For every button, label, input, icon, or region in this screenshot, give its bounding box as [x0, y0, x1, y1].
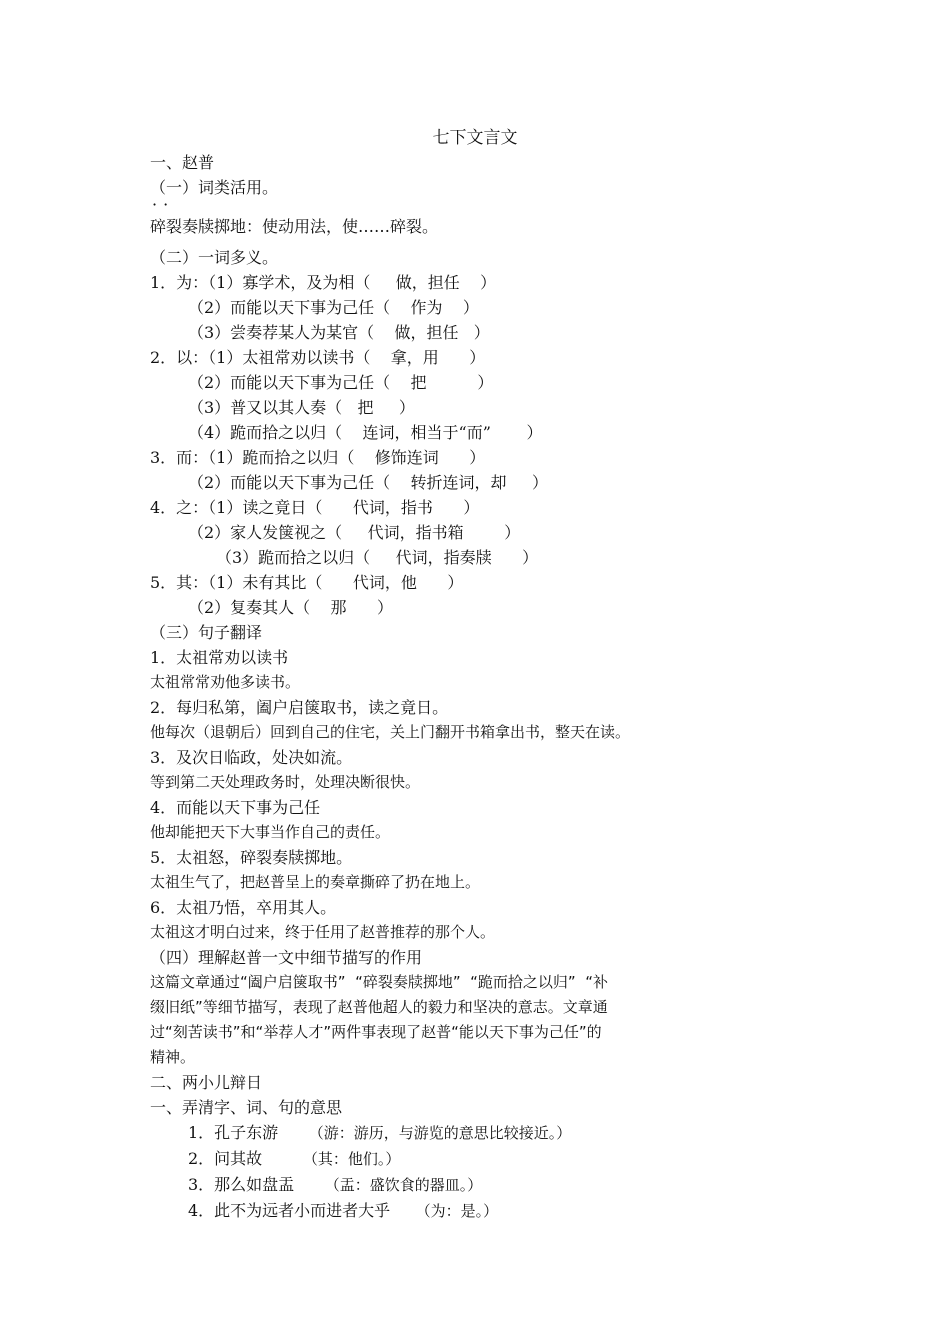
document-title: 七下文言文	[432, 128, 518, 148]
subsection-heading: （二）一词多义。	[150, 248, 279, 267]
translation-source: 6．太祖乃悟，卒用其人。	[150, 898, 337, 917]
section-heading: 二、两小儿辩日	[150, 1073, 263, 1092]
gloss-item	[150, 1198, 830, 1224]
polysemy-line: （4）跪而拾之以归（ 连词，相当于“而” ）	[188, 423, 543, 442]
gloss-note: （为：是。）	[415, 1202, 499, 1220]
gloss-note: （盂：盛饮食的器皿。）	[324, 1176, 483, 1194]
translation-source: 2．每归私第，阖户启箧取书，读之竟日。	[150, 698, 449, 717]
polysemy-line: 5．其：（1）未有其比（ 代词，他 ）	[150, 573, 464, 592]
polysemy-line: （2）而能以天下事为己任（ 作为 ）	[188, 298, 479, 317]
polysemy-line: 4．之：（1）读之竟日（ 代词，指书 ）	[150, 498, 480, 517]
translation-source: 4．而能以天下事为己任	[150, 798, 321, 817]
paragraph-line: 过“刻苦读书”和“举荐人才”两件事表现了赵普“能以天下事为己任”的	[150, 1023, 602, 1041]
polysemy-line: （3）跪而拾之以归（ 代词，指奏牍 ）	[216, 548, 539, 567]
section-heading: 一、赵普	[150, 153, 215, 172]
gloss-item	[150, 1146, 830, 1172]
polysemy-line: （2）而能以天下事为己任（ 把 ）	[188, 373, 494, 392]
polysemy-line: （2）而能以天下事为己任（ 转折连词，却 ）	[188, 473, 548, 492]
gloss-item	[150, 1120, 830, 1146]
paragraph-line: 精神。	[150, 1048, 196, 1066]
gloss-source: 3．那么如盘盂	[188, 1175, 295, 1194]
polysemy-line: （3）尝奏荐某人为某官（ 做，担任 ）	[188, 323, 490, 342]
gloss-note: （其：他们。）	[302, 1150, 401, 1168]
translation-text: 太祖生气了，把赵普呈上的奏章撕碎了扔在地上。	[150, 873, 481, 891]
document-body	[150, 150, 830, 1224]
translation-text: 他每次（退朝后）回到自己的住宅，关上门翻开书箱拿出书，整天在读。	[150, 723, 631, 741]
polysemy-line: （2）复奏其人（ 那 ）	[188, 598, 394, 617]
translation-source: 5．太祖怒，碎裂奏牍掷地。	[150, 848, 353, 867]
polysemy-line: 2．以：（1）太祖常劝以读书（ 拿，用 ）	[150, 348, 486, 367]
gloss-source: 2．问其故	[188, 1149, 263, 1168]
gloss-source: 1．孔子东游	[188, 1123, 279, 1142]
polysemy-line: （2）家人发箧视之（ 代词，指书箱 ）	[188, 523, 521, 542]
translation-source: 1．太祖常劝以读书	[150, 648, 289, 667]
polysemy-line: 3．而：（1）跪而拾之以归（ 修饰连词 ）	[150, 448, 486, 467]
subsection-heading: 一、弄清字、词、句的意思	[150, 1098, 343, 1117]
paragraph-line: 缀旧纸”等细节描写，表现了赵普他超人的毅力和坚决的意志。文章通	[150, 998, 608, 1016]
translation-text: 等到第二天处理政务时，处理决断很快。	[150, 773, 421, 791]
translation-text: 太祖常常劝他多读书。	[150, 673, 301, 691]
emphasis-dots: ··	[152, 195, 175, 214]
paragraph-line: 这篇文章通过“阖户启箧取书” “碎裂奏牍掷地” “跪而拾之以归” “补	[150, 973, 609, 991]
subsection-heading: （三）句子翻译	[150, 623, 263, 642]
polysemy-line: 1．为：（1）寡学术，及为相（ 做，担任 ）	[150, 273, 497, 292]
polysemy-line: （3）普又以其人奏（ 把 ）	[188, 398, 415, 417]
translation-text: 他却能把天下大事当作自己的责任。	[150, 823, 391, 841]
gloss-note: （游：游历，与游览的意思比较接近。）	[308, 1124, 572, 1142]
gloss-item	[150, 1172, 830, 1198]
translation-text: 太祖这才明白过来，终于任用了赵普推荐的那个人。	[150, 923, 496, 941]
subsection-heading: （一）词类活用。	[150, 178, 279, 197]
text-line: 碎裂奏牍掷地：使动用法，使……碎裂。	[150, 217, 439, 236]
subsection-heading: （四）理解赵普一文中细节描写的作用	[150, 948, 423, 967]
gloss-source: 4．此不为远者小而进者大乎	[188, 1201, 391, 1220]
translation-source: 3．及次日临政，处决如流。	[150, 748, 353, 767]
